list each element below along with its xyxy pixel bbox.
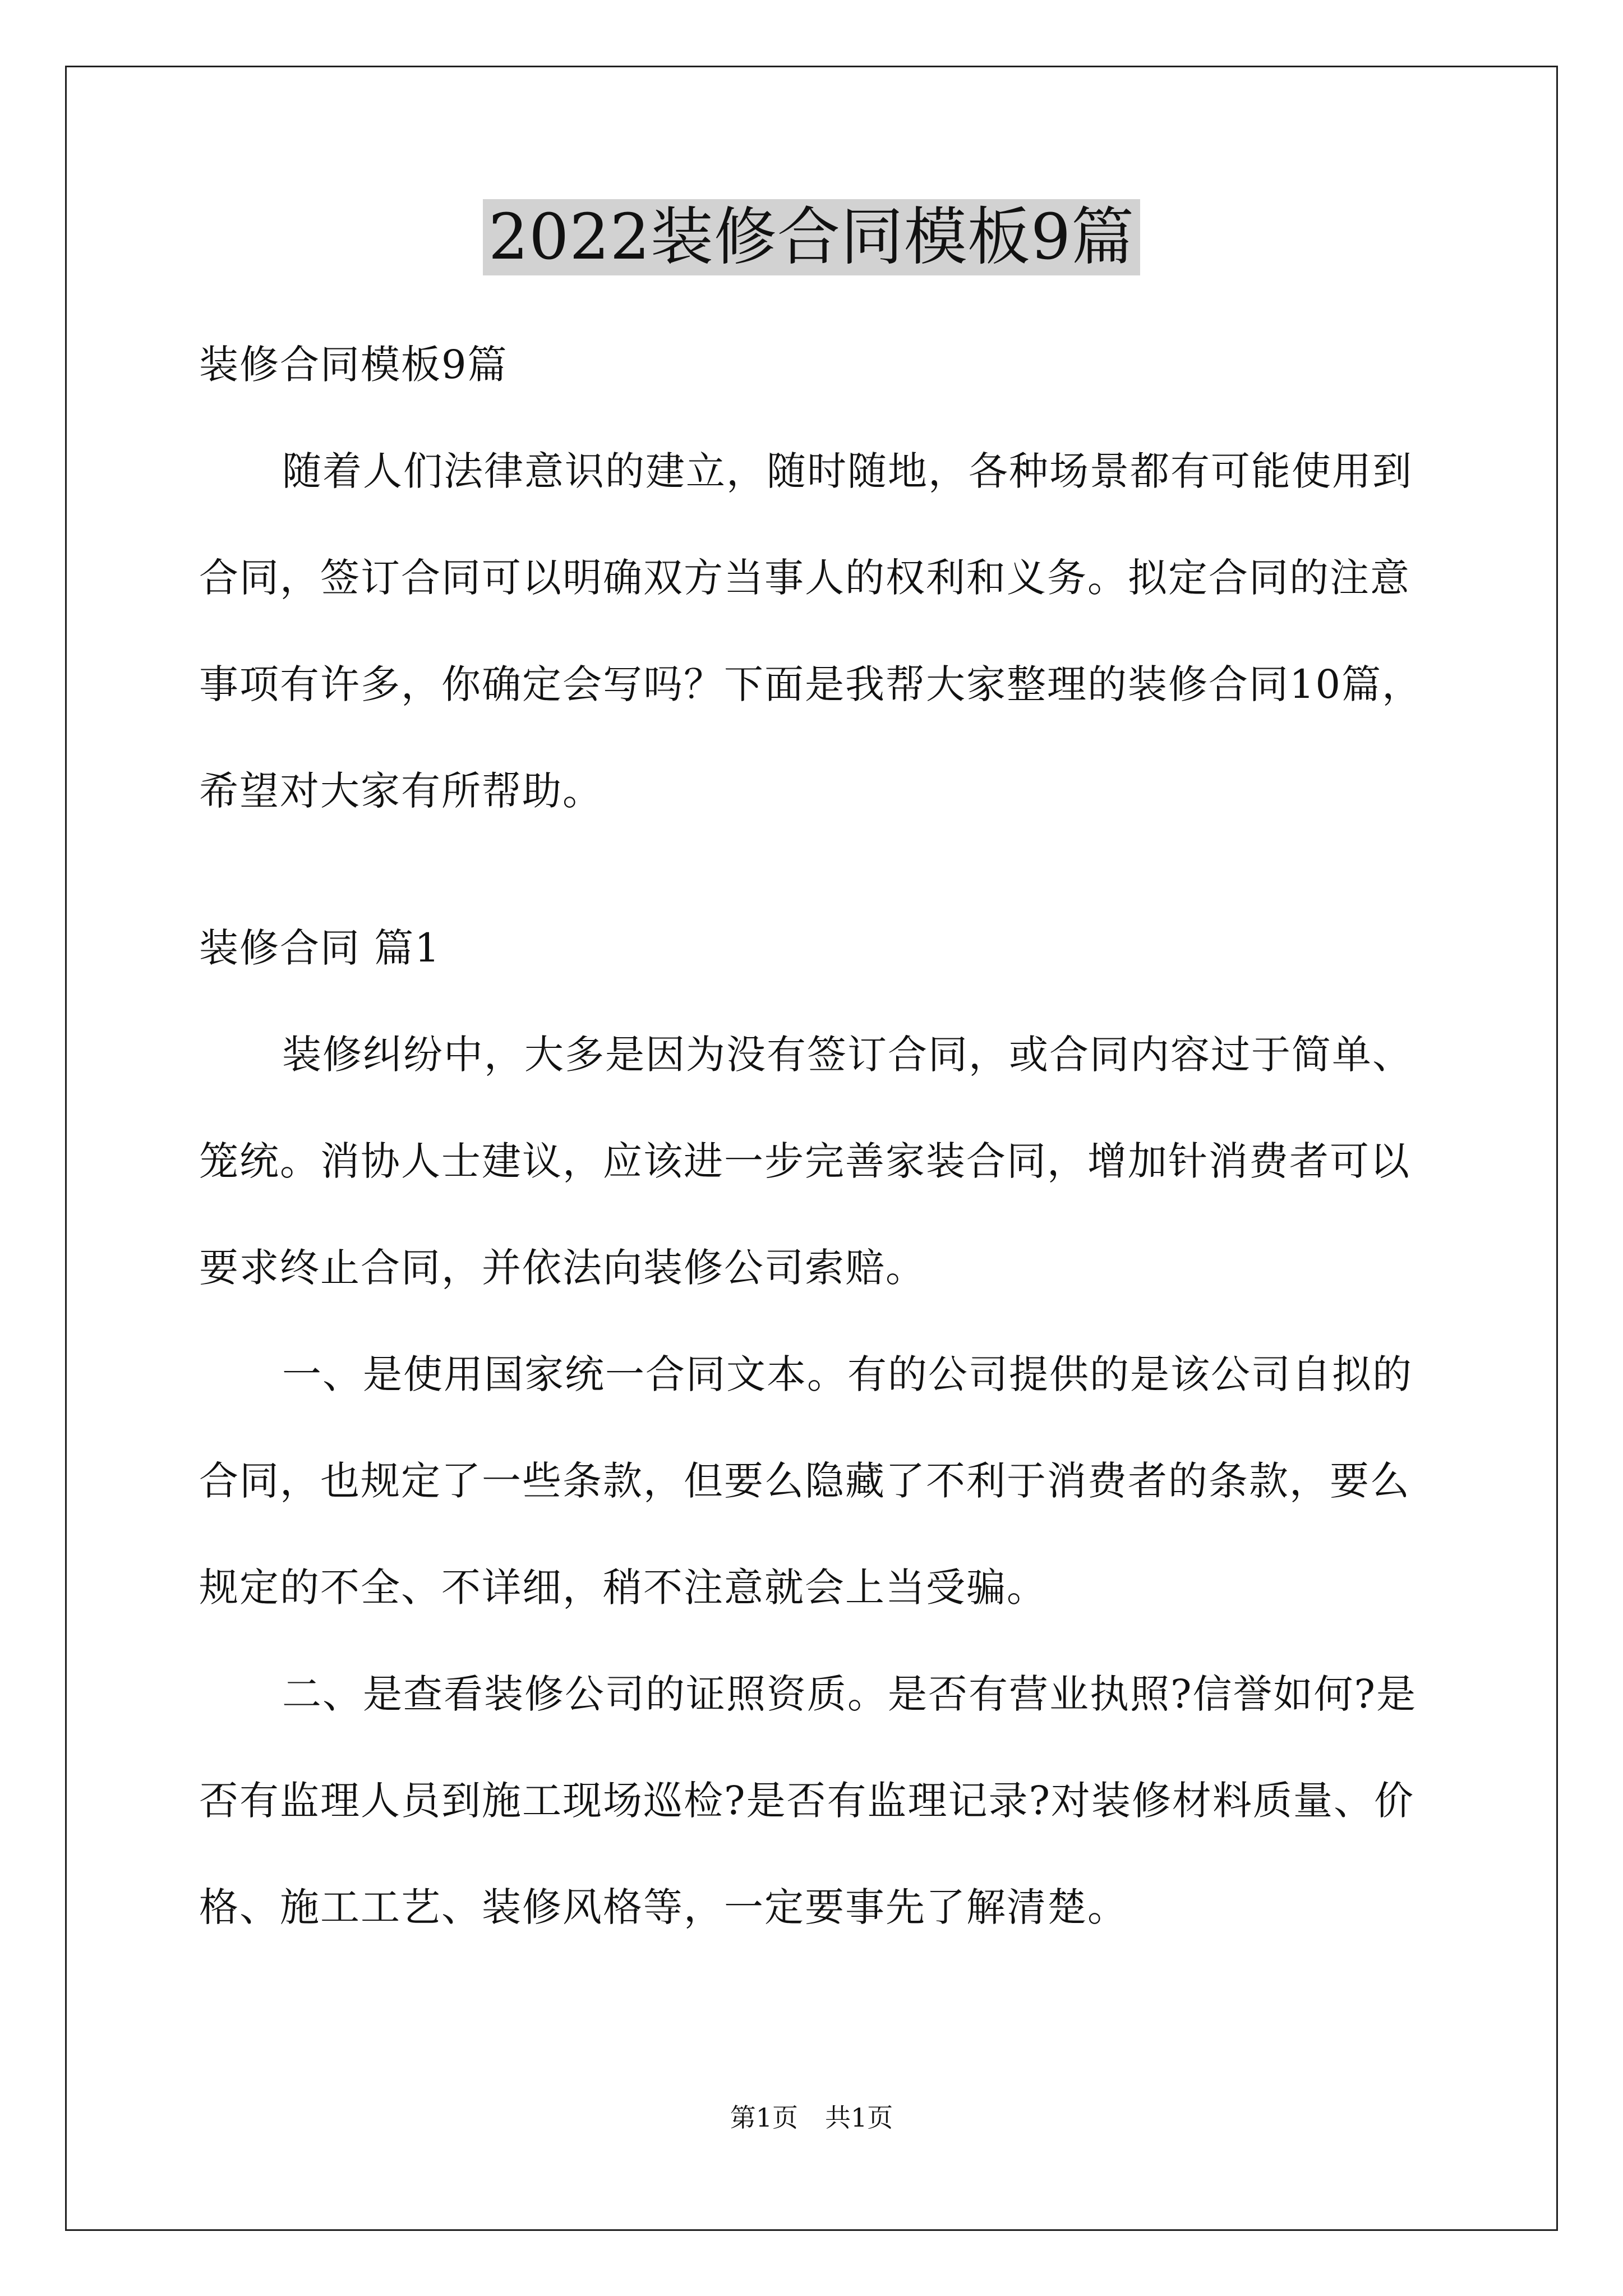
document-body	[199, 311, 1506, 1961]
paragraph-line: 一、是使用国家统一合同文本。有的公司提供的是该公司自拟的	[282, 1351, 1413, 1397]
section-heading: 装修合同 篇1	[199, 925, 441, 971]
intro-line: 合同，签订合同可以明确双方当事人的权利和义务。拟定合同的注意	[199, 555, 1410, 601]
paragraph-line: 笼统。消协人士建议，应该进一步完善家装合同，增加针消费者可以	[199, 1138, 1410, 1184]
document-subtitle: 装修合同模板9篇	[199, 342, 508, 388]
paragraph-line: 要求终止合同，并依法向装修公司索赔。	[199, 1245, 926, 1291]
intro-line: 随着人们法律意识的建立，随时随地，各种场景都有可能使用到	[282, 448, 1413, 494]
paragraph-line: 规定的不全、不详细，稍不注意就会上当受骗。	[199, 1565, 1047, 1611]
page-number: 第1页	[730, 2102, 798, 2133]
page-footer	[0, 2101, 1623, 2134]
page-total: 共1页	[825, 2102, 893, 2133]
section-spacer	[199, 844, 1506, 895]
document-title: 2022装修合同模板9篇	[483, 199, 1140, 275]
paragraph-line: 合同，也规定了一些条款，但要么隐藏了不利于消费者的条款，要么	[199, 1458, 1410, 1504]
title-area	[0, 199, 1623, 275]
paragraph-line: 装修纠纷中，大多是因为没有签订合同，或合同内容过于简单、	[282, 1032, 1413, 1078]
paragraph-line: 否有监理人员到施工现场巡检?是否有监理记录?对装修材料质量、价	[199, 1778, 1415, 1824]
intro-line: 希望对大家有所帮助。	[199, 768, 603, 814]
intro-line: 事项有许多，你确定会写吗？下面是我帮大家整理的装修合同10篇，	[199, 661, 1423, 707]
paragraph-line: 二、是查看装修公司的证照资质。是否有营业执照?信誉如何?是	[282, 1671, 1417, 1717]
paragraph-line: 格、施工工艺、装修风格等，一定要事先了解清楚。	[199, 1884, 1128, 1930]
